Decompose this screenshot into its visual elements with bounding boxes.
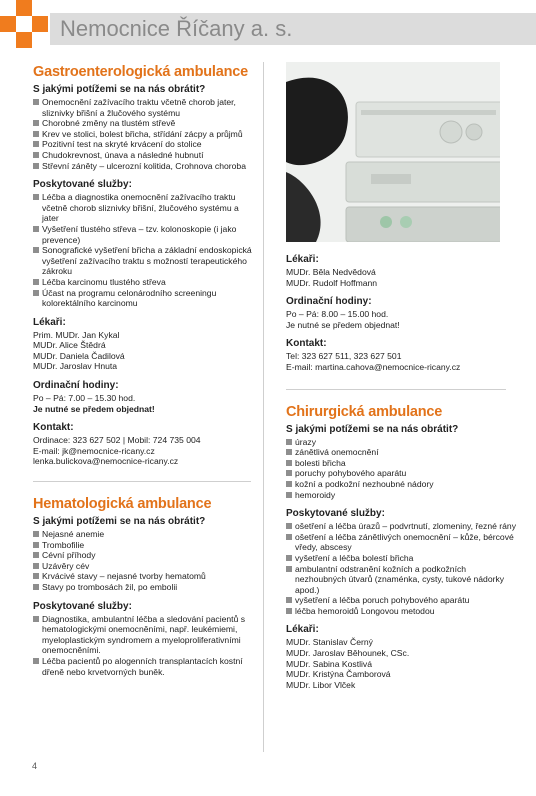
list-item: Stavy po trombosách žil, po embolii bbox=[33, 582, 253, 593]
list-item: Krev ve stolici, bolest břicha, střídání zácpy a průjmů bbox=[33, 129, 253, 140]
gastro-right-doctors-heading: Lékaři: bbox=[286, 254, 319, 265]
list-item: Diagnostika, ambulantní léčba a sledování pacientů s hematologickými onemocněními, např. leukémiemi, myeloplastickým syndromem a myeloproliferativními onemocněními. bbox=[33, 614, 253, 656]
section-divider bbox=[286, 389, 506, 390]
gastro-section bbox=[33, 64, 253, 467]
doctor-name: Prim. MUDr. Jan Kykal bbox=[33, 329, 120, 340]
list-item: Onemocnění zažívacího traktu včetně chorob jater, sliznivky břišní a žlučového systému bbox=[33, 97, 253, 118]
contact-email[interactable]: E-mail: jk@nemocnice-ricany.cz bbox=[33, 445, 155, 456]
left-column bbox=[33, 64, 253, 677]
gastro-right-hours: Po – Pá: 8.00 – 15.00 hod. bbox=[286, 309, 389, 320]
list-item: kožní a podkožní nezhoubné nádory bbox=[286, 479, 516, 490]
gastro-services-list bbox=[33, 192, 253, 309]
contact-line: Ordinace: 323 627 502 | Mobil: 724 735 004 bbox=[33, 435, 201, 446]
list-item: Léčba a diagnostika onemocnění zažívacího traktu včetně chorob sliznivky břišní, žlučového systému a jater bbox=[33, 192, 253, 224]
list-item: Krvácivé stavy – nejasné tvorby hematomů bbox=[33, 571, 253, 582]
list-item: bolesti břicha bbox=[286, 458, 516, 469]
list-item: ošetření a léčba úrazů – podvrtnutí, zlomeniny, řezné rány bbox=[286, 521, 516, 532]
list-item: ošetření a léčba zánětlivých onemocnění – kůže, bércové vředy, abscesy bbox=[286, 532, 516, 553]
gastro-hours-note: Je nutné se předem objednat! bbox=[33, 403, 155, 414]
list-item: úrazy bbox=[286, 437, 516, 448]
list-item: vyšetření a léčba poruch pohybového aparátu bbox=[286, 595, 516, 606]
hemato-services-list bbox=[33, 614, 253, 678]
gastro-problems-list bbox=[33, 97, 253, 171]
list-item: Trombofilie bbox=[33, 540, 253, 551]
list-item: poruchy pohybového aparátu bbox=[286, 468, 516, 479]
list-item: Léčba pacientů po alogenních transplantacích kostní dřeně nebo krvetvorných buněk. bbox=[33, 656, 253, 677]
chir-services-list bbox=[286, 521, 516, 616]
doctor-name: MUDr. Jaroslav Hnuta bbox=[33, 361, 118, 372]
hemato-section bbox=[33, 496, 253, 677]
doctor-name: MUDr. Alice Štědrá bbox=[33, 340, 106, 351]
hemato-title: Hematologická ambulance bbox=[33, 496, 212, 513]
gastro-question: S jakými potížemi se na nás obrátit? bbox=[33, 84, 206, 95]
gastro-contacts-section bbox=[286, 254, 516, 373]
list-item: Nejasné anemie bbox=[33, 529, 253, 540]
gastro-hours-heading: Ordinační hodiny: bbox=[33, 380, 119, 392]
contact-phone: Tel: 323 627 511, 323 627 501 bbox=[286, 351, 402, 362]
chir-question: S jakými potížemi se na nás obrátit? bbox=[286, 423, 459, 435]
gastro-doctors-heading: Lékaři: bbox=[33, 316, 66, 328]
list-item: hemoroidy bbox=[286, 490, 516, 501]
gastro-hours: Po – Pá: 7.00 – 15.30 hod. bbox=[33, 393, 136, 404]
list-item: vyšetření a léčba bolestí břicha bbox=[286, 553, 516, 564]
section-divider bbox=[33, 481, 251, 482]
list-item: Chudokrevnost, únava a následné hubnutí bbox=[33, 150, 253, 161]
contact-email[interactable]: E-mail: martina.cahova@nemocnice-ricany.cz bbox=[286, 361, 461, 372]
page-number: 4 bbox=[32, 761, 38, 771]
gastro-title: Gastroenterologická ambulance bbox=[33, 64, 248, 80]
chir-problems-list bbox=[286, 437, 516, 501]
doctor-name: MUDr. Daniela Čadilová bbox=[33, 350, 125, 361]
right-column bbox=[286, 250, 516, 690]
list-item: léčba hemoroidů Longovou metodou bbox=[286, 606, 516, 617]
hemato-question: S jakými potížemi se na nás obrátit? bbox=[33, 516, 206, 528]
gastro-right-hours-heading: Ordinační hodiny: bbox=[286, 296, 372, 308]
column-divider bbox=[263, 62, 264, 752]
doctor-name: MUDr. Běla Nedvědová bbox=[286, 267, 376, 277]
list-item: Pozitivní test na skryté krvácení do stolice bbox=[33, 139, 253, 150]
list-item: Účast na programu celonárodního screeningu kolorektálního karcinomu bbox=[33, 288, 253, 309]
chir-services-heading: Poskytované služby: bbox=[286, 508, 385, 520]
chir-section bbox=[286, 404, 516, 691]
doctor-name: MUDr. Sabina Kostlivá bbox=[286, 658, 372, 669]
gastro-right-contact-heading: Kontakt: bbox=[286, 338, 327, 350]
hemato-services-heading: Poskytované služby: bbox=[33, 600, 132, 612]
header-title: Nemocnice Říčany a. s. bbox=[60, 16, 293, 41]
doctor-name: MUDr. Kristýna Čamborová bbox=[286, 669, 391, 680]
doctor-name: MUDr. Libor Vlček bbox=[286, 679, 356, 690]
list-item: Léčba karcinomu tlustého střeva bbox=[33, 277, 253, 288]
list-item: Cévní příhody bbox=[33, 550, 253, 561]
chir-doctors-heading: Lékaři: bbox=[286, 624, 319, 636]
list-item: zánětlivá onemocnění bbox=[286, 447, 516, 458]
list-item: Uzávěry cév bbox=[33, 561, 253, 572]
list-item: Vyšetření tlustého střeva – tzv. kolonoskopie (i jako prevence) bbox=[33, 224, 253, 245]
list-item: Střevní záněty – ulcerozní kolitida, Crohnova choroba bbox=[33, 161, 253, 172]
list-item: ambulantní odstranění kožních a podkožních nezhoubných útvarů (znaménka, cysty, tukové nádorky apod.) bbox=[286, 564, 516, 596]
gastro-services-heading: Poskytované služby: bbox=[33, 179, 132, 191]
hospital-logo bbox=[0, 0, 48, 48]
gastro-right-hours-note: Je nutné se předem objednat! bbox=[286, 319, 400, 330]
endoscopy-equipment-photo bbox=[286, 62, 500, 242]
doctor-name: MUDr. Rudolf Hoffmann bbox=[286, 277, 378, 288]
hemato-problems-list bbox=[33, 529, 253, 593]
list-item: Chorobné změny na tlustém střevě bbox=[33, 118, 253, 129]
list-item: Sonografické vyšetření břicha a základní endoskopická vyšetření zažívacího traktu s možností terapeutického zákroku bbox=[33, 245, 253, 277]
doctor-name: MUDr. Stanislav Černý bbox=[286, 637, 373, 648]
chir-title: Chirurgická ambulance bbox=[286, 403, 443, 420]
gastro-contact-heading: Kontakt: bbox=[33, 422, 74, 434]
doctor-name: MUDr. Jaroslav Běhounek, CSc. bbox=[286, 648, 410, 659]
contact-email[interactable]: lenka.bulickova@nemocnice-ricany.cz bbox=[33, 456, 179, 467]
